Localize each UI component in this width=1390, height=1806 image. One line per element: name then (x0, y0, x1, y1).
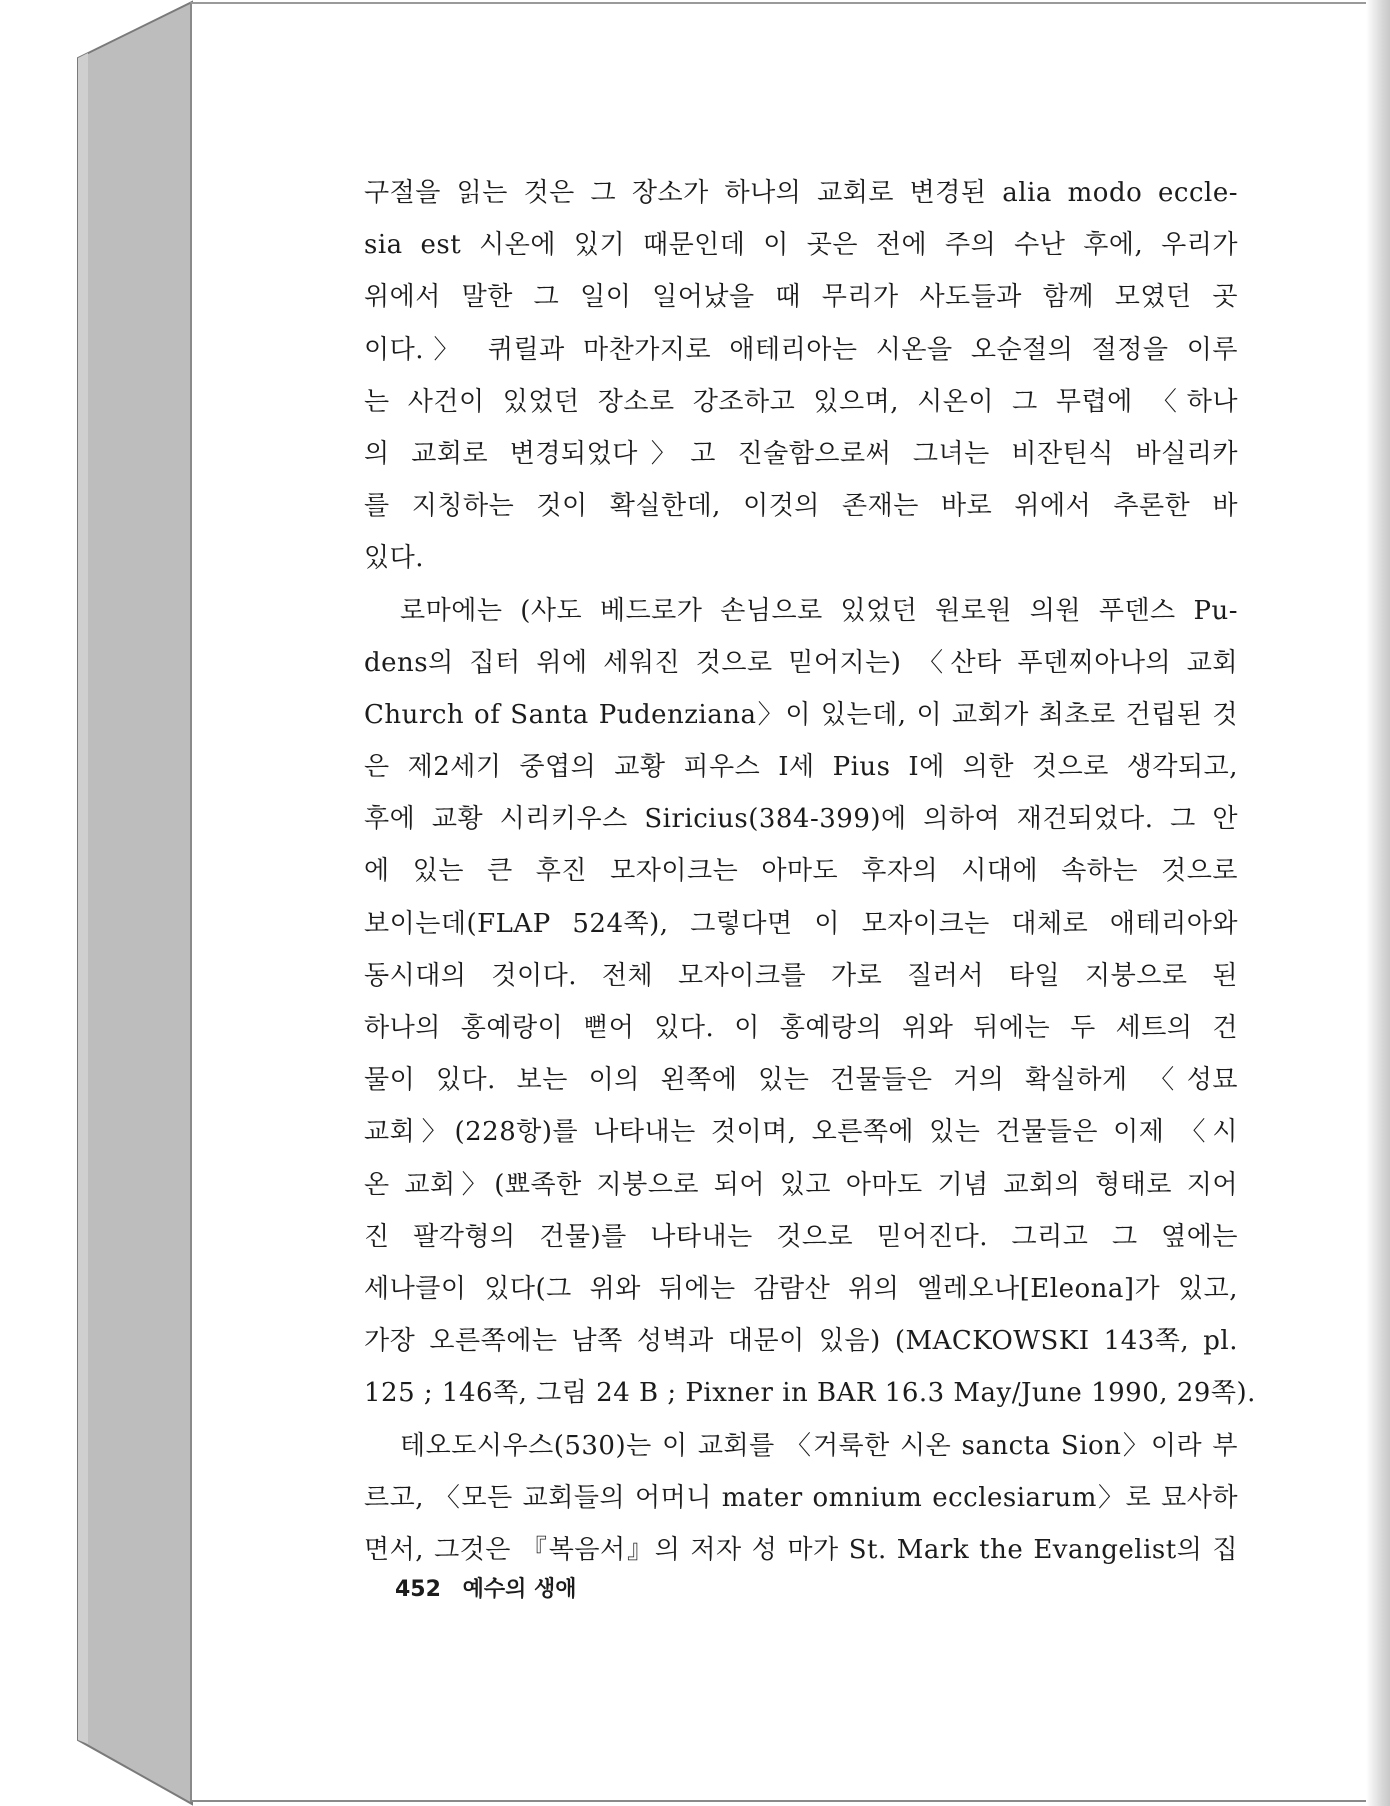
text-line: 있다. (364, 543, 424, 574)
text-line: 는 사건이 있었던 장소로 강조하고 있으며, 시온이 그 무렵에 〈하나 (364, 386, 1238, 417)
text-line: 이다.〉 퀴릴과 마찬가지로 애테리아는 시온을 오순절의 절정을 이루 (364, 334, 1238, 365)
text-line: 물이 있다. 보는 이의 왼쪽에 있는 건물들은 거의 확실하게 〈성묘 (364, 1065, 1238, 1096)
page-stack-edge (0, 0, 200, 1806)
running-title: 예수의 생애 (462, 1577, 577, 1602)
text-line: 125 ; 146쪽, 그림 24 B ; Pixner in BAR 16.3 May/June 1990, 29쪽). (364, 1378, 1256, 1409)
text-line: sia est 시온에 있기 때문인데 이 곳은 전에 주의 수난 후에, 우리가 (364, 230, 1238, 261)
body-text (364, 167, 1256, 1576)
text-line: 하나의 홍예랑이 뻗어 있다. 이 홍예랑의 위와 뒤에는 두 세트의 건 (364, 1013, 1238, 1043)
page-footer (395, 1572, 577, 1603)
text-line: 보이는데(FLAP 524쪽), 그렇다면 이 모자이크는 대체로 애테리아와 (364, 908, 1238, 939)
text-line: 세나클이 있다(그 위와 뒤에는 감람산 위의 엘레오나[Eleona]가 있고, (364, 1273, 1238, 1304)
text-line: 테오도시우스(530)는 이 교회를 〈거룩한 시온 sancta Sion〉이라 부 (400, 1430, 1238, 1461)
text-line: 가장 오른쪽에는 남쪽 성벽과 대문이 있음) (MACKOWSKI 143쪽, pl. (364, 1326, 1238, 1357)
text-line: 위에서 말한 그 일이 일어났을 때 무리가 사도들과 함께 모였던 곳 (364, 282, 1238, 313)
text-line: 교회〉(228항)를 나타내는 것이며, 오른쪽에 있는 건물들은 이제 〈시 (364, 1117, 1238, 1148)
text-line: 를 지칭하는 것이 확실한데, 이것의 존재는 바로 위에서 추론한 바 (364, 491, 1238, 522)
text-line: Church of Santa Pudenziana〉이 있는데, 이 교회가 최초로 건립된 것 (364, 699, 1238, 730)
text-line: 진 팔각형의 건물)를 나타내는 것으로 믿어진다. 그리고 그 옆에는 (364, 1221, 1238, 1252)
text-line: dens의 집터 위에 세워진 것으로 믿어지는) 〈산타 푸덴찌아나의 교회 (364, 647, 1238, 678)
text-line: 르고, 〈모든 교회들의 어머니 mater omnium ecclesiarum〉로 묘사하 (364, 1482, 1238, 1513)
text-line: 면서, 그것은 『복음서』의 저자 성 마가 St. Mark the Evangelist의 집 (364, 1534, 1238, 1565)
text-line: 은 제2세기 중엽의 교황 피우스 I세 Pius I에 의한 것으로 생각되고, (364, 752, 1238, 783)
text-line: 동시대의 것이다. 전체 모자이크를 가로 질러서 타일 지붕으로 된 (364, 960, 1238, 991)
text-line: 구절을 읽는 것은 그 장소가 하나의 교회로 변경된 alia modo eccle- (364, 178, 1238, 208)
text-line: 후에 교황 시리키우스 Siricius(384-399)에 의하여 재건되었다. 그 안 (364, 804, 1238, 835)
text-line: 의 교회로 변경되었다〉고 진술함으로써 그녀는 비잔틴식 바실리카 (364, 438, 1238, 469)
text-line: 로마에는 (사도 베드로가 손님으로 있었던 원로원 의원 푸덴스 Pu- (400, 595, 1238, 626)
page-number: 452 (395, 1577, 441, 1602)
text-line: 에 있는 큰 후진 모자이크는 아마도 후자의 시대에 속하는 것으로 (364, 856, 1238, 887)
text-line: 온 교회〉(뾰족한 지붕으로 되어 있고 아마도 기념 교회의 형태로 지어 (364, 1169, 1238, 1200)
page-right-shadow (1366, 0, 1390, 1806)
